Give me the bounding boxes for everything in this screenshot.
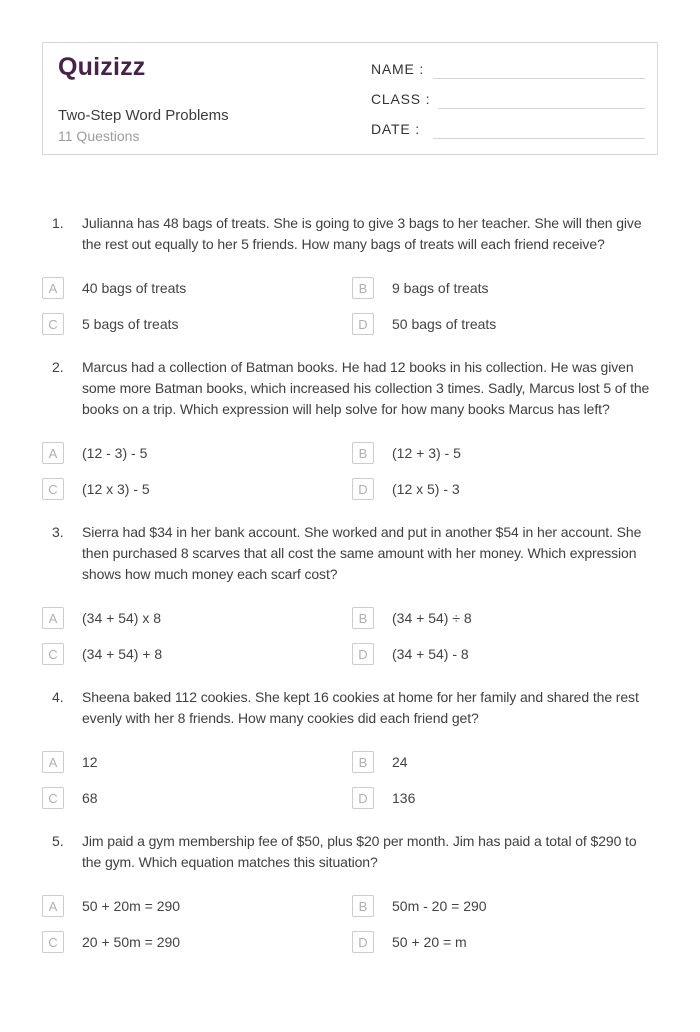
option-text: (12 - 3) - 5 (82, 445, 148, 461)
option-letter-box[interactable]: A (42, 607, 64, 629)
answer-option-c[interactable] (42, 643, 352, 665)
options-grid (42, 751, 700, 809)
answer-option-c[interactable] (42, 787, 352, 809)
question-list (0, 155, 700, 953)
option-text: 136 (392, 790, 416, 806)
name-input-line[interactable] (433, 63, 645, 79)
answer-option-d[interactable] (352, 643, 700, 665)
question-block-1 (0, 213, 700, 335)
answer-option-d[interactable] (352, 931, 700, 953)
option-letter-box[interactable]: A (42, 277, 64, 299)
quiz-meta (58, 107, 229, 144)
option-letter-box[interactable]: C (42, 643, 64, 665)
name-label: NAME : (371, 61, 425, 77)
question-number: 3. (52, 524, 64, 540)
worksheet-header (42, 42, 658, 155)
question-row (52, 831, 700, 873)
question-text: Sheena baked 112 cookies. She kept 16 cookies at home for her family and shared the rest evenly with her 8 friends. How many cookies did each friend get? (82, 689, 639, 726)
option-text: (34 + 54) x 8 (82, 610, 161, 626)
answer-option-c[interactable] (42, 313, 352, 335)
class-label: CLASS : (371, 91, 431, 107)
question-block-4 (0, 687, 700, 809)
option-text: 5 bags of treats (82, 316, 179, 332)
question-text: Sierra had $34 in her bank account. She worked and put in another $54 in her account. She then purchased 8 scarves that all cost the same amount with her money. Which expression shows how much money each scarf cost? (82, 524, 642, 582)
option-letter-box[interactable]: C (42, 931, 64, 953)
option-letter-box[interactable]: D (352, 787, 374, 809)
option-text: (34 + 54) ÷ 8 (392, 610, 472, 626)
question-row (52, 357, 700, 420)
question-count: 11 Questions (58, 128, 140, 144)
answer-option-b[interactable] (352, 442, 700, 464)
question-number: 5. (52, 833, 64, 849)
option-text: 9 bags of treats (392, 280, 489, 296)
options-grid (42, 442, 700, 500)
option-letter-box[interactable]: B (352, 277, 374, 299)
quiz-title: Two-Step Word Problems (58, 107, 229, 124)
option-letter-box[interactable]: C (42, 478, 64, 500)
option-text: 50 + 20 = m (392, 934, 467, 950)
date-input-line[interactable] (433, 123, 645, 139)
option-letter-box[interactable]: B (352, 751, 374, 773)
option-text: 24 (392, 754, 408, 770)
answer-option-b[interactable] (352, 895, 700, 917)
answer-option-d[interactable] (352, 478, 700, 500)
option-text: 50 bags of treats (392, 316, 497, 332)
answer-option-d[interactable] (352, 313, 700, 335)
options-grid (42, 895, 700, 953)
answer-option-a[interactable] (42, 277, 352, 299)
option-letter-box[interactable]: A (42, 751, 64, 773)
option-text: (34 + 54) + 8 (82, 646, 163, 662)
answer-option-b[interactable] (352, 607, 700, 629)
option-text: 20 + 50m = 290 (82, 934, 181, 950)
question-text: Julianna has 48 bags of treats. She is going to give 3 bags to her teacher. She will then give the rest out equally to her 5 friends. How many bags of treats will each friend receive? (82, 215, 642, 252)
answer-option-c[interactable] (42, 931, 352, 953)
answer-option-d[interactable] (352, 787, 700, 809)
option-letter-box[interactable]: D (352, 478, 374, 500)
question-block-3 (0, 522, 700, 665)
question-number: 1. (52, 215, 64, 231)
option-letter-box[interactable]: D (352, 643, 374, 665)
question-number: 4. (52, 689, 64, 705)
option-text: (12 x 5) - 3 (392, 481, 460, 497)
quizizz-logo: Quizizz (58, 53, 146, 81)
option-text: 50 + 20m = 290 (82, 898, 181, 914)
option-letter-box[interactable]: C (42, 787, 64, 809)
option-text: 50m - 20 = 290 (392, 898, 487, 914)
option-letter-box[interactable]: B (352, 442, 374, 464)
question-text: Jim paid a gym membership fee of $50, plus $20 per month. Jim has paid a total of $290 to the gym. Which equation matches this situation? (82, 833, 637, 870)
question-block-5 (0, 831, 700, 953)
answer-option-b[interactable] (352, 751, 700, 773)
question-row (52, 687, 700, 729)
answer-option-c[interactable] (42, 478, 352, 500)
date-label: DATE : (371, 121, 420, 137)
option-letter-box[interactable]: D (352, 313, 374, 335)
option-text: 40 bags of treats (82, 280, 187, 296)
options-grid (42, 607, 700, 665)
question-text: Marcus had a collection of Batman books. He had 12 books in his collection. He was given some more Batman books, which increased his collection 3 times. Sadly, Marcus lost 5 of the books on a trip. Which expression will help solve for how many books Marcus has left? (82, 359, 650, 417)
option-text: 68 (82, 790, 98, 806)
answer-option-a[interactable] (42, 442, 352, 464)
option-letter-box[interactable]: B (352, 895, 374, 917)
answer-option-a[interactable] (42, 751, 352, 773)
name-field-row (371, 49, 645, 79)
option-letter-box[interactable]: A (42, 442, 64, 464)
question-row (52, 213, 700, 255)
option-letter-box[interactable]: C (42, 313, 64, 335)
question-number: 2. (52, 359, 64, 375)
answer-option-b[interactable] (352, 277, 700, 299)
class-input-line[interactable] (438, 93, 645, 109)
class-field-row (371, 79, 645, 109)
option-text: (12 + 3) - 5 (392, 445, 461, 461)
option-letter-box[interactable]: D (352, 931, 374, 953)
question-row (52, 522, 700, 585)
option-letter-box[interactable]: B (352, 607, 374, 629)
answer-option-a[interactable] (42, 895, 352, 917)
question-block-2 (0, 357, 700, 500)
options-grid (42, 277, 700, 335)
option-text: 12 (82, 754, 98, 770)
option-text: (34 + 54) - 8 (392, 646, 469, 662)
worksheet-header-left (43, 43, 365, 154)
date-field-row (371, 109, 645, 139)
option-text: (12 x 3) - 5 (82, 481, 150, 497)
option-letter-box[interactable]: A (42, 895, 64, 917)
student-fields (365, 43, 657, 154)
answer-option-a[interactable] (42, 607, 352, 629)
